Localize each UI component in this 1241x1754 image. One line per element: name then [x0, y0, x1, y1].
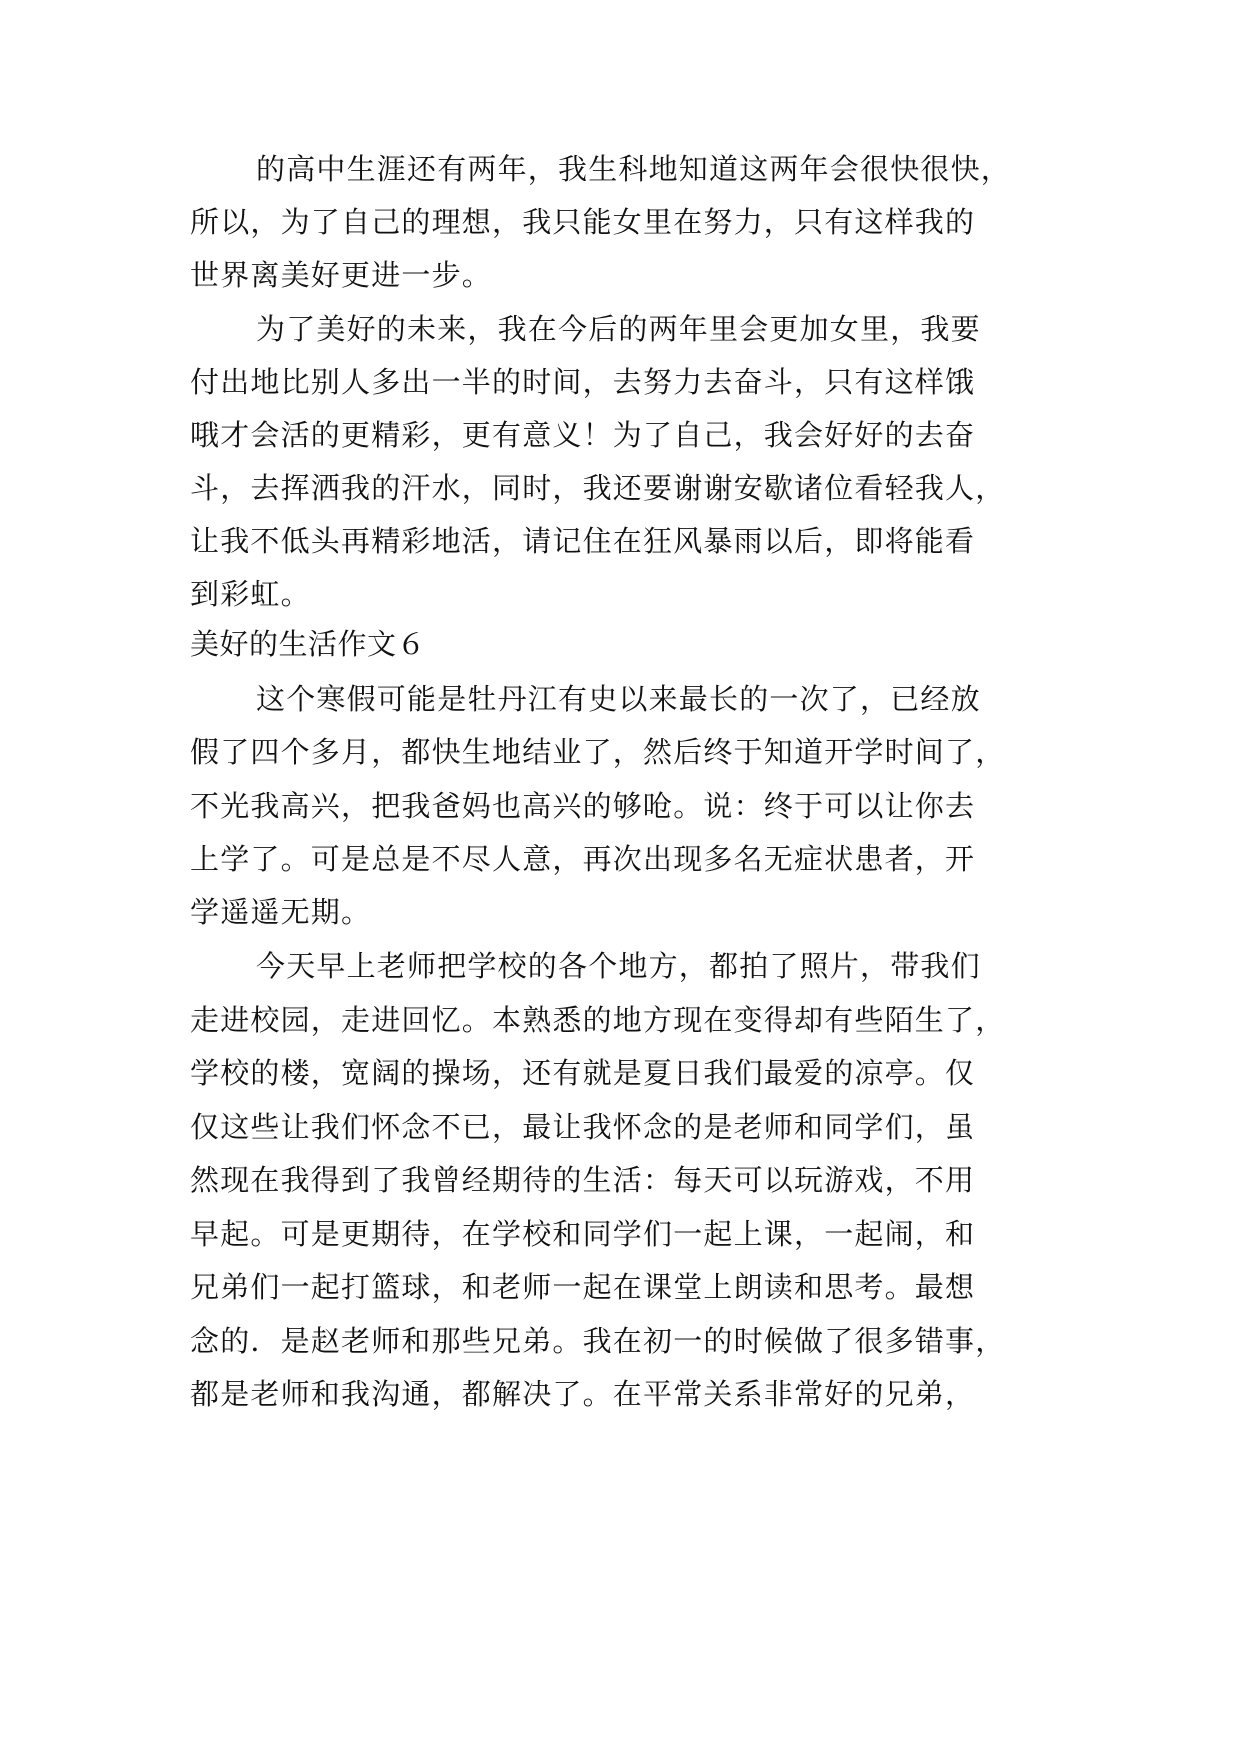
- paragraph-4-line-9: 都是老师和我沟通，都解决了。在平常关系非常好的兄弟，: [190, 1377, 976, 1411]
- paragraph-4-line-5: 然现在我得到了我曾经期待的生活：每天可以玩游戏，不用: [190, 1163, 976, 1197]
- paragraph-4-line-3: 学校的楼，宽阔的操场，还有就是夏日我们最爱的凉亭。仅: [190, 1056, 976, 1090]
- paragraph-2-line-3: 哦才会活的更精彩，更有意义！为了自己，我会好好的去奋: [190, 418, 976, 452]
- paragraph-2-line-2: 付出地比别人多出一半的时间，去努力去奋斗，只有这样饿: [190, 365, 976, 399]
- paragraph-1-line-2: 所以，为了自己的理想，我只能女里在努力，只有这样我的: [190, 205, 976, 239]
- paragraph-2-line-4: 斗，去挥洒我的汗水，同时，我还要谢谢安歇诸位看轻我人，: [190, 471, 1006, 505]
- paragraph-4-line-1: 今天早上老师把学校的各个地方，都拍了照片，带我们: [256, 949, 981, 983]
- paragraph-4-line-8: 念的．是赵老师和那些兄弟。我在初一的时候做了很多错事，: [190, 1324, 1006, 1358]
- paragraph-3-line-4: 上学了。可是总是不尽人意，再次出现多名无症状患者，开: [190, 842, 976, 876]
- paragraph-1-line-1: 的高中生涯还有两年，我生科地知道这两年会很快很快，: [256, 152, 1012, 186]
- paragraph-3-line-3: 不光我高兴，把我爸妈也高兴的够呛。说：终于可以让你去: [190, 789, 976, 823]
- paragraph-2-line-6: 到彩虹。: [190, 577, 311, 611]
- section-title: 美好的生活作文６: [190, 627, 427, 661]
- paragraph-3-line-2: 假了四个多月，都快生地结业了，然后终于知道开学时间了，: [190, 735, 1006, 769]
- paragraph-3-line-1: 这个寒假可能是牡丹江有史以来最长的一次了，已经放: [256, 682, 981, 716]
- paragraph-3-line-5: 学遥遥无期。: [190, 895, 372, 929]
- paragraph-4-line-6: 早起。可是更期待，在学校和同学们一起上课，一起闹，和: [190, 1217, 976, 1251]
- paragraph-2-line-1: 为了美好的未来，我在今后的两年里会更加女里，我要: [256, 312, 981, 346]
- paragraph-4-line-7: 兄弟们一起打篮球，和老师一起在课堂上朗读和思考。最想: [190, 1270, 976, 1304]
- paragraph-2-line-5: 让我不低头再精彩地活，请记住在狂风暴雨以后，即将能看: [190, 524, 976, 558]
- paragraph-4-line-2: 走进校园，走进回忆。本熟悉的地方现在变得却有些陌生了，: [190, 1003, 1006, 1037]
- paragraph-4-line-4: 仅这些让我们怀念不已，最让我怀念的是老师和同学们，虽: [190, 1110, 976, 1144]
- paragraph-1-line-3: 世界离美好更进一步。: [190, 258, 493, 292]
